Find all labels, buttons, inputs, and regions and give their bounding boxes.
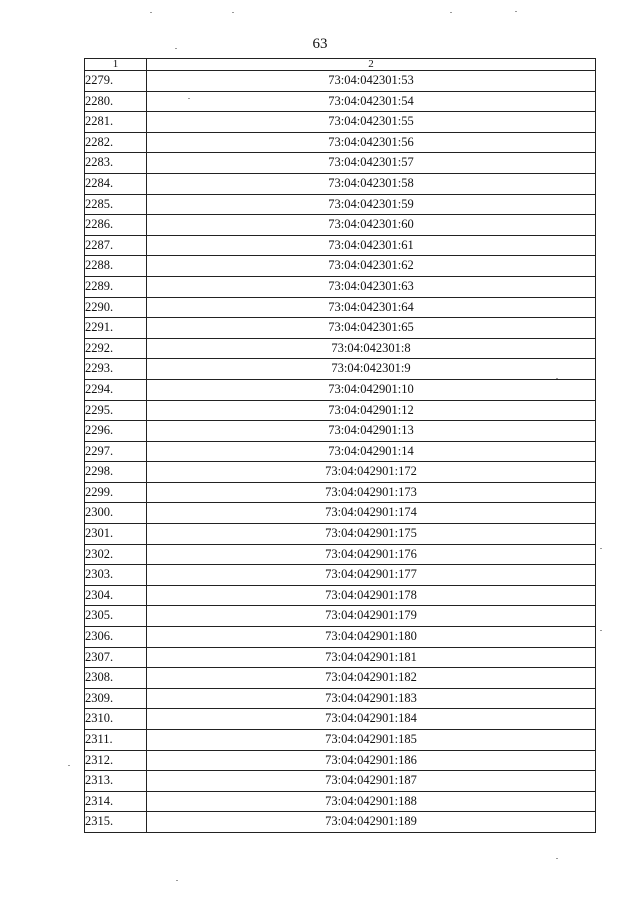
table-row	[85, 750, 596, 771]
cadastral-number-cell: 73:04:042301:61	[147, 235, 596, 256]
scan-speck	[450, 12, 452, 13]
row-number-cell: 2299.	[85, 482, 147, 503]
cadastral-number-cell: 73:04:042901:173	[147, 482, 596, 503]
table-row	[85, 421, 596, 442]
table-row	[85, 153, 596, 174]
row-number-cell: 2290.	[85, 297, 147, 318]
scan-speck	[556, 858, 558, 859]
cadastral-number-cell: 73:04:042901:174	[147, 503, 596, 524]
cadastral-number-cell: 73:04:042901:189	[147, 812, 596, 833]
table-row	[85, 503, 596, 524]
scan-speck	[600, 630, 602, 631]
table-row	[85, 812, 596, 833]
table-row	[85, 379, 596, 400]
scan-speck	[556, 378, 558, 379]
table-row	[85, 565, 596, 586]
row-number-cell: 2312.	[85, 750, 147, 771]
scan-speck	[600, 548, 602, 549]
cadastral-number-cell: 73:04:042301:56	[147, 132, 596, 153]
row-number-cell: 2302.	[85, 544, 147, 565]
row-number-cell: 2286.	[85, 215, 147, 236]
cadastral-number-cell: 73:04:042301:58	[147, 173, 596, 194]
row-number-cell: 2308.	[85, 668, 147, 689]
table-row	[85, 627, 596, 648]
scan-speck	[176, 880, 178, 881]
row-number-cell: 2311.	[85, 730, 147, 751]
table-row	[85, 668, 596, 689]
table-row	[85, 606, 596, 627]
scan-speck	[68, 765, 70, 766]
row-number-cell: 2292.	[85, 338, 147, 359]
row-number-cell: 2283.	[85, 153, 147, 174]
table-body	[85, 71, 596, 833]
cadastral-number-cell: 73:04:042901:187	[147, 771, 596, 792]
table-row	[85, 544, 596, 565]
table-row	[85, 730, 596, 751]
table-row	[85, 235, 596, 256]
cadastral-number-cell: 73:04:042301:57	[147, 153, 596, 174]
table-header-row	[85, 59, 596, 71]
row-number-cell: 2289.	[85, 276, 147, 297]
scan-speck	[188, 98, 190, 99]
cadastral-number-cell: 73:04:042901:10	[147, 379, 596, 400]
row-number-cell: 2314.	[85, 791, 147, 812]
scan-speck	[175, 48, 177, 49]
row-number-cell: 2301.	[85, 524, 147, 545]
row-number-cell: 2284.	[85, 173, 147, 194]
cadastral-number-cell: 73:04:042301:60	[147, 215, 596, 236]
cadastral-number-cell: 73:04:042901:188	[147, 791, 596, 812]
cadastral-number-cell: 73:04:042301:62	[147, 256, 596, 277]
table-row	[85, 194, 596, 215]
table-row	[85, 400, 596, 421]
row-number-cell: 2294.	[85, 379, 147, 400]
table-row	[85, 688, 596, 709]
table-row	[85, 585, 596, 606]
table-row	[85, 276, 596, 297]
row-number-cell: 2291.	[85, 318, 147, 339]
row-number-cell: 2287.	[85, 235, 147, 256]
table-row	[85, 132, 596, 153]
table-row	[85, 112, 596, 133]
row-number-cell: 2303.	[85, 565, 147, 586]
row-number-cell: 2306.	[85, 627, 147, 648]
cadastral-number-cell: 73:04:042301:53	[147, 71, 596, 92]
column-header-cadastral: 2	[147, 59, 596, 71]
cadastral-number-cell: 73:04:042301:55	[147, 112, 596, 133]
cadastral-number-cell: 73:04:042301:54	[147, 91, 596, 112]
table-row	[85, 647, 596, 668]
scan-speck	[232, 12, 234, 13]
table-row	[85, 524, 596, 545]
row-number-cell: 2310.	[85, 709, 147, 730]
row-number-cell: 2295.	[85, 400, 147, 421]
scan-speck	[150, 12, 152, 13]
row-number-cell: 2280.	[85, 91, 147, 112]
page-number: 63	[312, 36, 328, 52]
table-row	[85, 359, 596, 380]
row-number-cell: 2300.	[85, 503, 147, 524]
row-number-cell: 2298.	[85, 462, 147, 483]
cadastral-number-cell: 73:04:042901:14	[147, 441, 596, 462]
cadastral-number-cell: 73:04:042901:175	[147, 524, 596, 545]
cadastral-number-cell: 73:04:042901:182	[147, 668, 596, 689]
table-row	[85, 215, 596, 236]
table-row	[85, 91, 596, 112]
table-row	[85, 771, 596, 792]
row-number-cell: 2279.	[85, 71, 147, 92]
cadastral-number-cell: 73:04:042901:177	[147, 565, 596, 586]
registry-table	[84, 58, 596, 833]
table-row	[85, 173, 596, 194]
row-number-cell: 2293.	[85, 359, 147, 380]
table-row	[85, 256, 596, 277]
table-row	[85, 71, 596, 92]
cadastral-number-cell: 73:04:042901:186	[147, 750, 596, 771]
cadastral-number-cell: 73:04:042901:176	[147, 544, 596, 565]
table-row	[85, 791, 596, 812]
row-number-cell: 2281.	[85, 112, 147, 133]
cadastral-number-cell: 73:04:042901:13	[147, 421, 596, 442]
cadastral-number-cell: 73:04:042901:178	[147, 585, 596, 606]
row-number-cell: 2313.	[85, 771, 147, 792]
cadastral-number-cell: 73:04:042301:63	[147, 276, 596, 297]
table-row	[85, 709, 596, 730]
table-row	[85, 318, 596, 339]
cadastral-number-cell: 73:04:042301:9	[147, 359, 596, 380]
cadastral-number-cell: 73:04:042901:185	[147, 730, 596, 751]
cadastral-number-cell: 73:04:042901:12	[147, 400, 596, 421]
row-number-cell: 2304.	[85, 585, 147, 606]
table-row	[85, 482, 596, 503]
cadastral-number-cell: 73:04:042901:179	[147, 606, 596, 627]
cadastral-number-cell: 73:04:042301:65	[147, 318, 596, 339]
row-number-cell: 2305.	[85, 606, 147, 627]
cadastral-number-cell: 73:04:042901:181	[147, 647, 596, 668]
row-number-cell: 2309.	[85, 688, 147, 709]
cadastral-number-cell: 73:04:042301:64	[147, 297, 596, 318]
row-number-cell: 2282.	[85, 132, 147, 153]
table-row	[85, 297, 596, 318]
cadastral-number-cell: 73:04:042901:180	[147, 627, 596, 648]
table-row	[85, 462, 596, 483]
cadastral-number-cell: 73:04:042301:8	[147, 338, 596, 359]
row-number-cell: 2307.	[85, 647, 147, 668]
cadastral-number-cell: 73:04:042901:184	[147, 709, 596, 730]
row-number-cell: 2297.	[85, 441, 147, 462]
table-row	[85, 441, 596, 462]
row-number-cell: 2285.	[85, 194, 147, 215]
cadastral-number-cell: 73:04:042901:172	[147, 462, 596, 483]
scan-speck	[515, 11, 517, 12]
row-number-cell: 2296.	[85, 421, 147, 442]
cadastral-number-cell: 73:04:042301:59	[147, 194, 596, 215]
row-number-cell: 2315.	[85, 812, 147, 833]
column-header-number: 1	[85, 59, 147, 71]
cadastral-number-cell: 73:04:042901:183	[147, 688, 596, 709]
table-row	[85, 338, 596, 359]
row-number-cell: 2288.	[85, 256, 147, 277]
